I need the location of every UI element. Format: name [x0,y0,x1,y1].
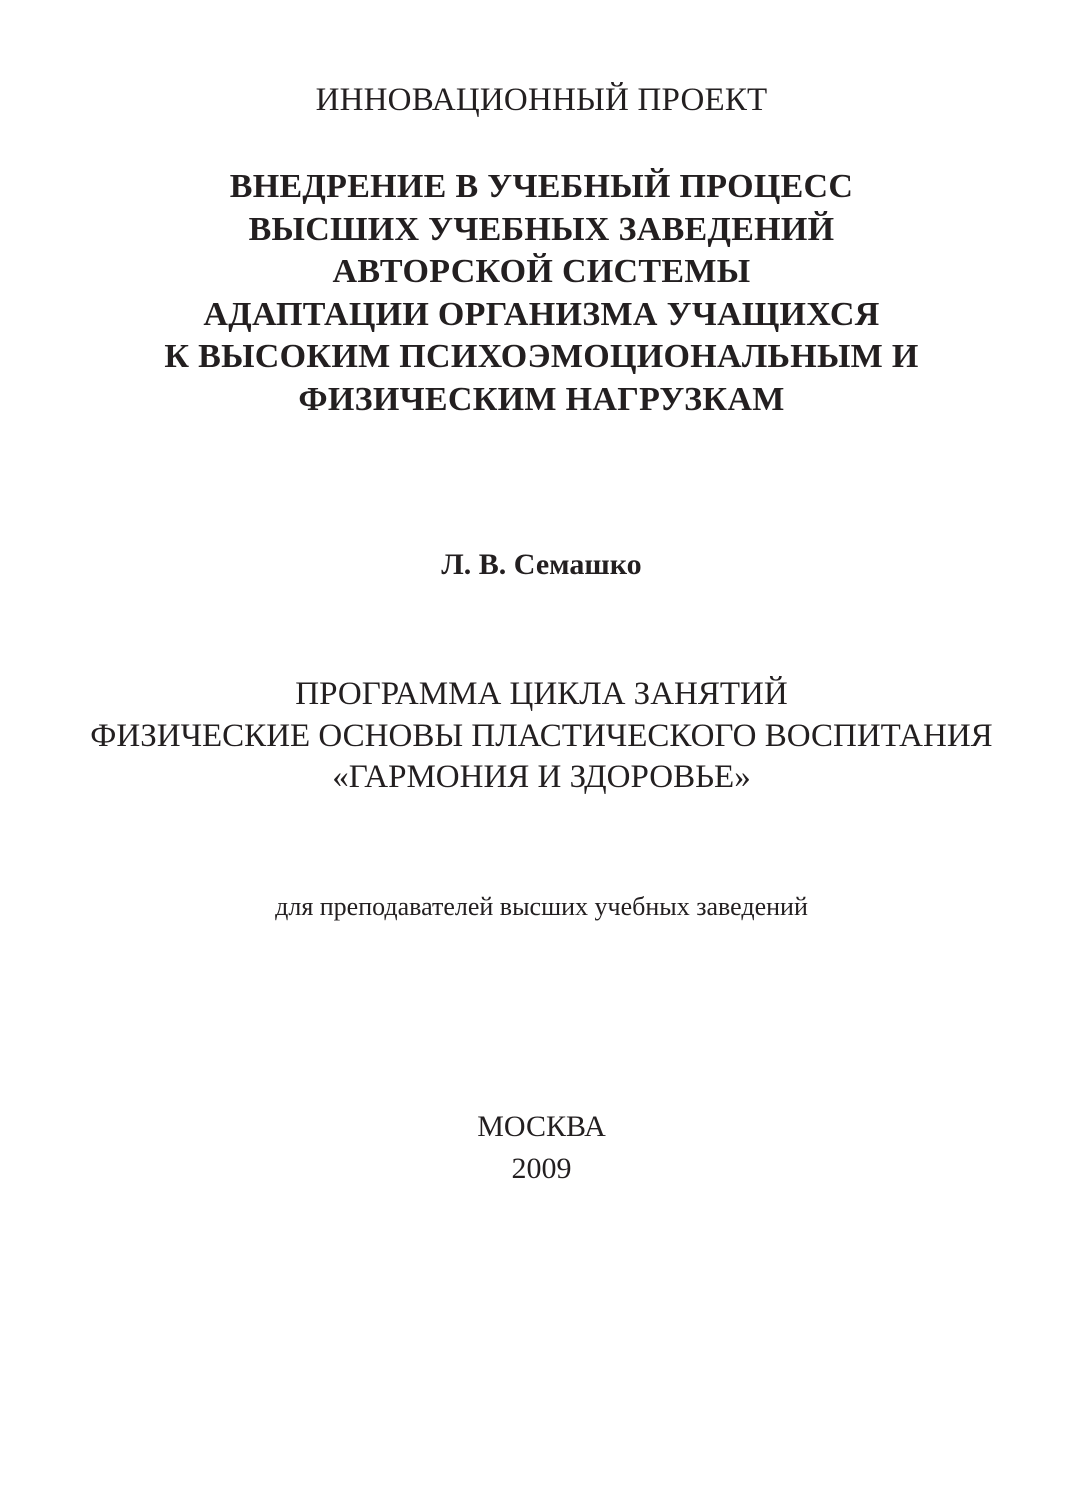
program-title-line: «ГАРМОНИЯ И ЗДОРОВЬЕ» [332,759,751,795]
imprint-year-text: 2009 [511,1152,572,1185]
imprint-year [0,1150,1083,1188]
main-title [0,166,1083,421]
audience-note-text: для преподавателей высших учебных заведений [275,892,808,921]
audience-note [0,890,1083,924]
project-label [0,80,1083,120]
project-label-text: ИННОВАЦИОННЫЙ ПРОЕКТ [315,82,768,118]
main-title-line: АВТОРСКОЙ СИСТЕМЫ [332,253,751,290]
program-title [0,674,1083,799]
main-title-line: К ВЫСОКИМ ПСИХОЭМОЦИОНАЛЬНЫМ И [164,338,919,375]
main-title-line: АДАПТАЦИИ ОРГАНИЗМА УЧАЩИХСЯ [203,295,880,333]
main-title-line: ФИЗИЧЕСКИМ НАГРУЗКАМ [298,380,785,418]
author-name [0,546,1083,584]
program-title-line: ПРОГРАММА ЦИКЛА ЗАНЯТИЙ [295,676,788,712]
main-title-line: ВЫСШИХ УЧЕБНЫХ ЗАВЕДЕНИЙ [248,210,835,248]
imprint-city [0,1108,1083,1146]
program-title-line: ФИЗИЧЕСКИЕ ОСНОВЫ ПЛАСТИЧЕСКОГО ВОСПИТАНИЯ [90,717,993,754]
imprint-city-text: МОСКВА [477,1110,606,1143]
main-title-line: ВНЕДРЕНИЕ В УЧЕБНЫЙ ПРОЦЕСС [229,168,854,205]
author-name-text: Л. В. Семашко [441,548,642,581]
